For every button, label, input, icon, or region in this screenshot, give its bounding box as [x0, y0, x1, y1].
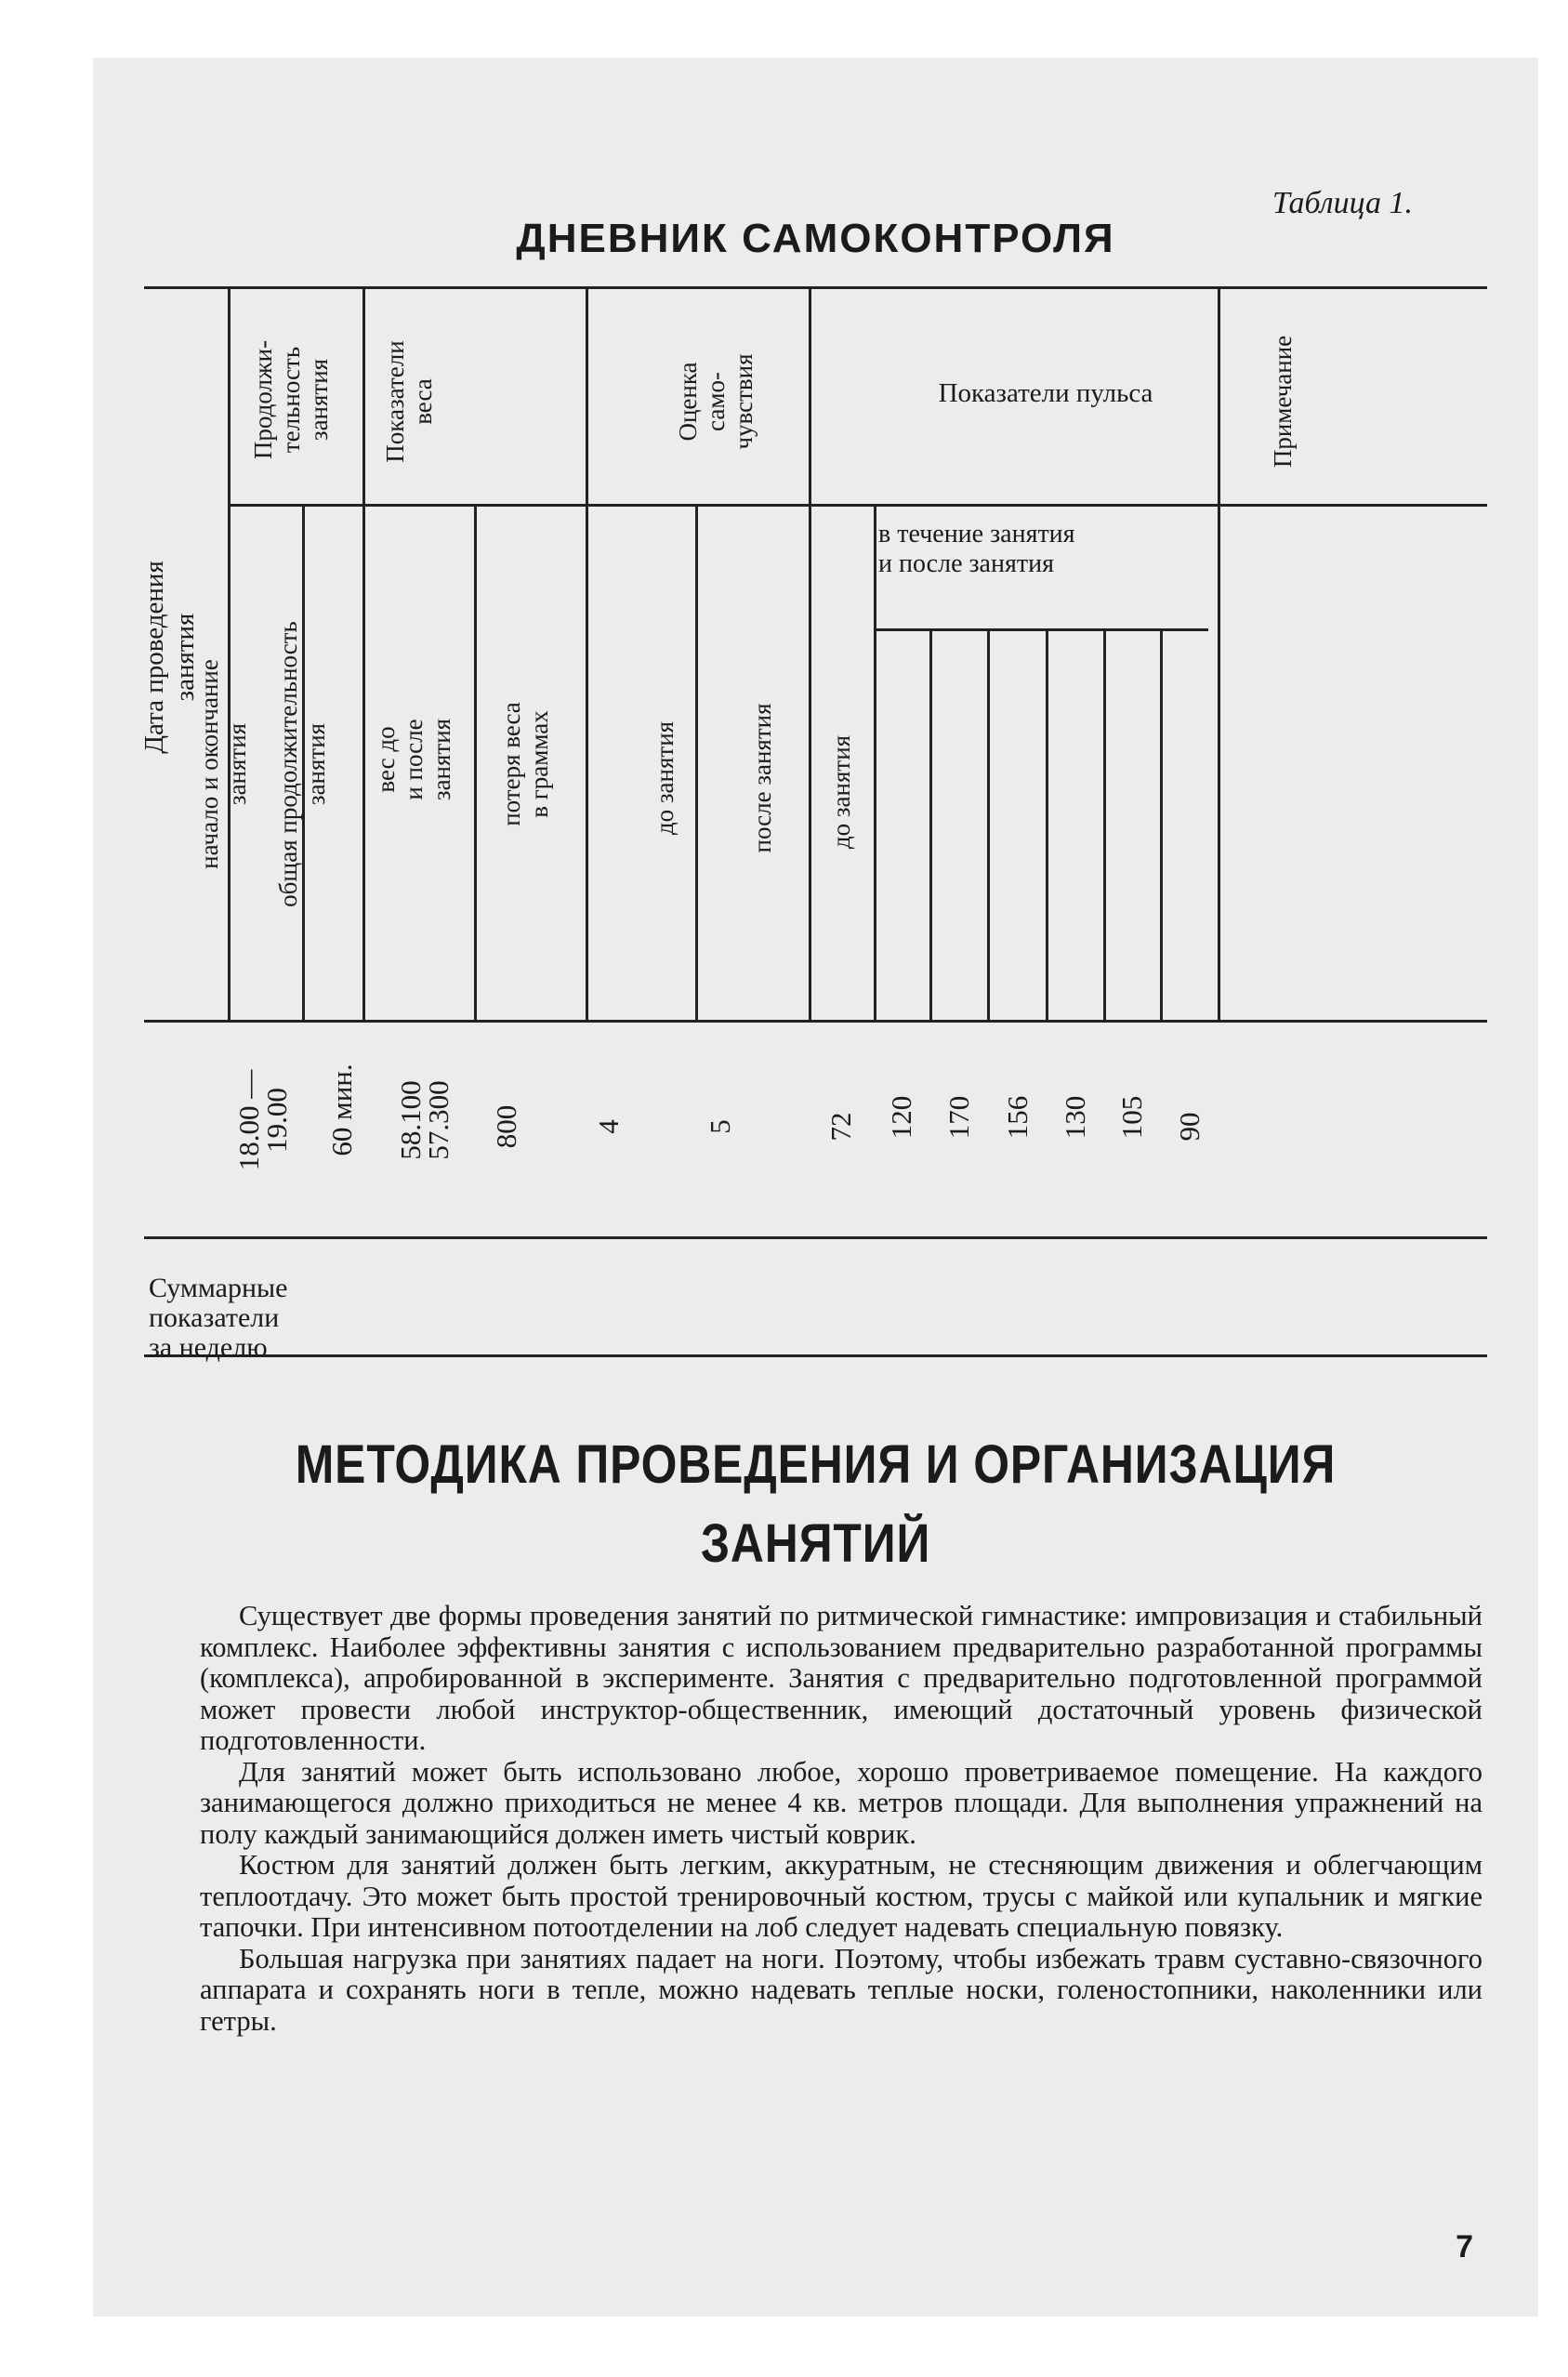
cell-duration: 60 мин. — [325, 1063, 358, 1156]
table-number: Таблица 1. — [1272, 186, 1413, 220]
section-body — [200, 1601, 1482, 2037]
header-wellbeing-before: до занятия — [651, 720, 679, 836]
header-weight-before-after: вес до и после занятия — [372, 718, 455, 801]
col-rule — [1103, 628, 1106, 1020]
row-bottom-rule — [144, 1236, 1487, 1239]
cell-pulse: 120 — [885, 1095, 917, 1140]
paragraph: Костюм для занятий должен быть легким, аккуратным, не стесняющим движения и облегчающим теплоотдачу. Это может быть простой тренировочный костюм, трусы с майкой или купальник и мягкие тапочки. При интенсивном потоотделении на лоб следует надевать специальную повязку. — [200, 1849, 1482, 1943]
cell-weight-loss: 800 — [490, 1104, 522, 1149]
col-rule — [362, 286, 365, 1020]
col-rule — [929, 628, 932, 1020]
header-pulse-before: до занятия — [827, 734, 855, 850]
col-rule — [809, 286, 811, 1020]
cell-pulse: 105 — [1115, 1095, 1148, 1140]
summary-label: Суммарные показатели за неделю — [149, 1273, 288, 1363]
col-rule — [474, 504, 477, 1020]
header-wellbeing-after: после занятия — [748, 703, 776, 853]
paragraph: Для занятий может быть использовано любое, хорошо проветриваемое помещение. На каждого занимающегося должно приходиться не менее 4 кв. метров площади. Для выполнения упражнений на полу каждый занимающийся должен иметь чистый коврик. — [200, 1755, 1482, 1850]
col-rule — [1046, 628, 1048, 1020]
cell-wellbeing-before: 4 — [592, 1119, 625, 1134]
page-number: 7 — [1456, 2229, 1473, 2265]
cell-weight: 58.100 57.300 — [394, 1080, 455, 1160]
book-page — [93, 58, 1538, 2317]
cell-wellbeing-after: 5 — [704, 1119, 736, 1134]
cell-time: 18.00 — 19.00 — [232, 1069, 293, 1171]
header-weight-loss: потеря веса в граммах — [497, 702, 553, 826]
cell-pulse: 90 — [1173, 1112, 1206, 1142]
col-rule — [874, 504, 876, 1020]
header-bottom-rule — [144, 1020, 1487, 1023]
header-pulse-during: в течение занятия и после занятия — [878, 520, 1075, 578]
cell-pulse: 72 — [824, 1112, 857, 1142]
header-pulse-group: Показатели пульса — [938, 378, 1153, 408]
col-rule — [586, 286, 588, 1020]
header-date: Дата проведения занятия — [139, 561, 200, 754]
cell-pulse: 170 — [942, 1095, 975, 1140]
header-weight-group: Показатели веса — [381, 340, 437, 463]
table-title: ДНЕВНИК САМОКОНТРОЛЯ — [516, 216, 1115, 261]
table-bottom-rule — [144, 1354, 1487, 1357]
section-heading-line2: ЗАНЯТИЙ — [700, 1513, 931, 1574]
col-rule — [987, 628, 990, 1020]
pulse-subheader-rule — [874, 628, 1208, 631]
paragraph: Существует две формы проведения занятий по ритмической гимнастике: импровизация и стабильный комплекс. Наиболее эффективны занятия с использованием предварительно разработанной программы (комплекса), апробированной в эксперименте. Занятия с предварительно подготовленной программой может провести любой инструктор-общественник, имеющий достаточный уровень физической подготовленности. — [200, 1600, 1482, 1756]
header-duration-group: Продолжи- тельность занятия — [249, 339, 333, 460]
section-heading-line1: МЕТОДИКА ПРОВЕДЕНИЯ И ОРГАНИЗАЦИЯ — [295, 1434, 1337, 1495]
header-total-duration: общая продолжительность занятия — [274, 621, 330, 907]
cell-pulse: 130 — [1059, 1095, 1091, 1140]
cell-pulse: 156 — [1001, 1095, 1034, 1140]
header-start-end: начало и окончание занятия — [195, 659, 251, 869]
header-wellbeing-group: Оценка само- чувствия — [674, 353, 758, 450]
paragraph: Большая нагрузка при занятиях падает на ноги. Поэтому, чтобы избежать травм суставно-связочного аппарата и сохранять ноги в тепле, можно надевать теплые носки, голеностопники, наколенники или гетры. — [200, 1942, 1482, 2037]
col-rule — [695, 504, 698, 1020]
header-note: Примечание — [1269, 335, 1297, 469]
col-rule — [1218, 286, 1220, 1020]
col-rule — [1160, 628, 1163, 1020]
